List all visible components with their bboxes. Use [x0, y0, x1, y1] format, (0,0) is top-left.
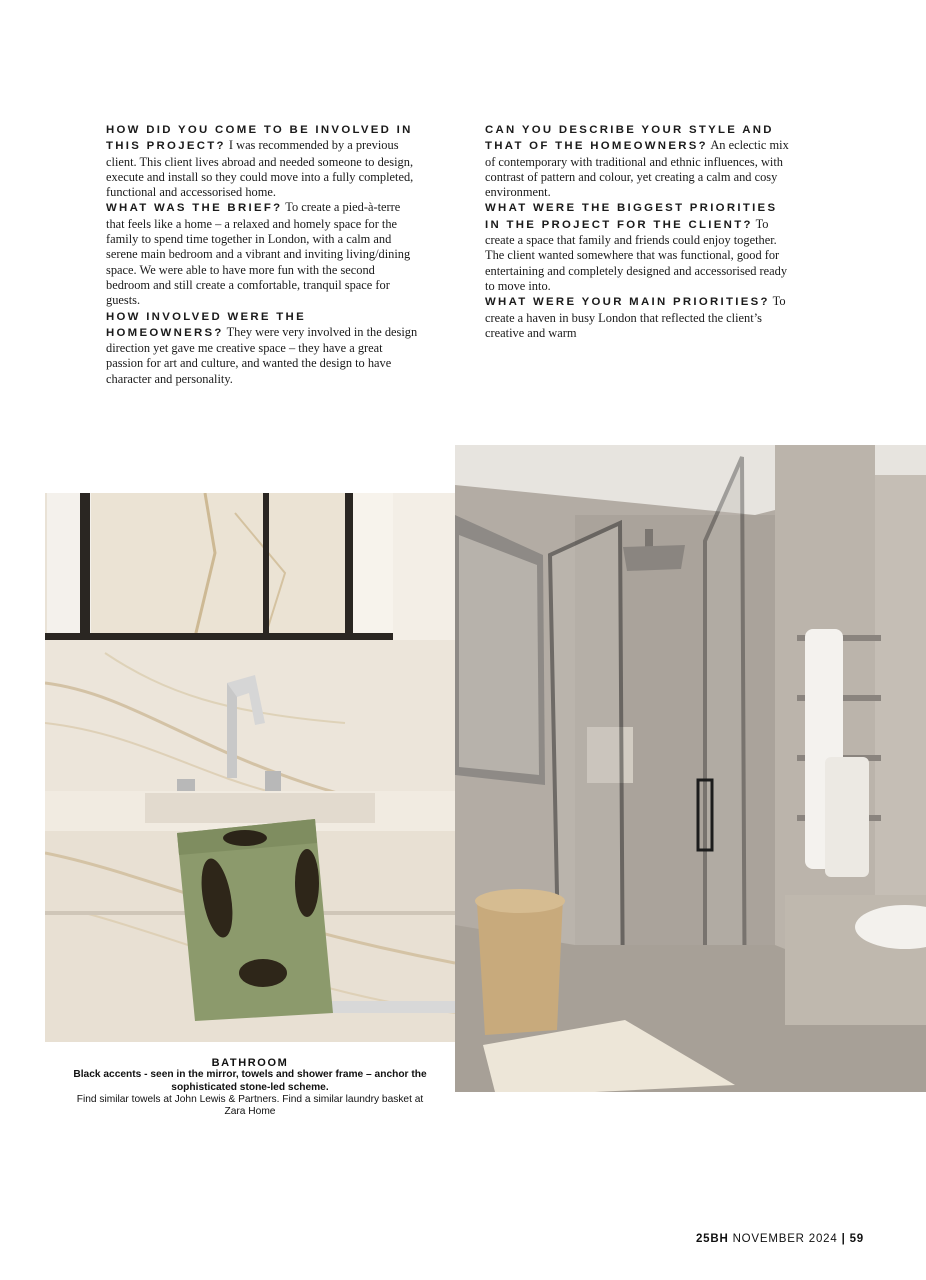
caption-text: Find similar towels at John Lewis & Partners. Find a similar laundry basket at Zara Home	[76, 1093, 424, 1118]
answer: I was recommended by a previous client. This client lives abroad and needed someone to design, execute and install so they could move into a fully completed, functional and accessorised home.	[106, 138, 414, 200]
footer-separator: |	[841, 1233, 846, 1245]
answer: An eclectic mix of contemporary with traditional and ethnic influences, with contrast of pattern and colour, yet creating a calm and cosy environment.	[485, 138, 789, 200]
question: WHAT WAS THE BRIEF?	[106, 202, 283, 215]
shower-room-photo	[455, 445, 926, 1092]
answer: To create a pied-à-terre that feels like a home – a relaxed and homely space for the family to spend time together in London, with a calm and serene main bedroom and a vibrant and inviting living/dining space. We were able to have more fun with the second bedroom and still create a comfortable, tranquil space for guests.	[106, 200, 411, 308]
qa-item	[106, 309, 418, 387]
qa-item	[485, 200, 797, 294]
right-text-column	[485, 122, 797, 341]
question: CAN YOU DESCRIBE YOUR STYLE AND THAT OF THE HOMEOWNERS?	[485, 124, 774, 153]
qa-item	[106, 122, 418, 200]
answer: To create a haven in busy London that reflected the client’s creative and warm	[485, 294, 786, 340]
page-number: 59	[849, 1233, 864, 1245]
answer: They were very involved in the design direction yet gave me creative space – they have a great passion for art and culture, and wanted the design to have character and personality.	[106, 324, 418, 386]
caption-bold-text: Black accents - seen in the mirror, towels and shower frame – anchor the sophisticated stone-led scheme.	[73, 1069, 427, 1093]
bathroom-vanity-photo	[45, 493, 455, 1042]
qa-item	[485, 122, 797, 200]
shower-illustration	[455, 445, 926, 1092]
issue-date: NOVEMBER 2024	[732, 1233, 838, 1245]
caption-title: BATHROOM	[211, 1057, 289, 1069]
answer: To create a space that family and friends could enjoy together. The client wanted somewhere that was functional, good for entertaining and completely designed and accessorised ready to move into.	[485, 216, 788, 293]
qa-item	[106, 200, 418, 308]
question: HOW INVOLVED WERE THE HOMEOWNERS?	[106, 310, 306, 339]
photo-caption	[70, 1057, 430, 1118]
qa-item	[485, 294, 797, 341]
question: WHAT WERE YOUR MAIN PRIORITIES?	[485, 296, 770, 309]
magazine-brand: 25BH	[695, 1233, 729, 1245]
question: WHAT WERE THE BIGGEST PRIORITIES IN THE PROJECT FOR THE CLIENT?	[485, 202, 778, 231]
question: HOW DID YOU COME TO BE INVOLVED IN THIS PROJECT?	[106, 124, 413, 153]
left-text-column	[106, 122, 418, 387]
page-footer	[696, 1233, 864, 1245]
vanity-illustration	[45, 493, 455, 1042]
